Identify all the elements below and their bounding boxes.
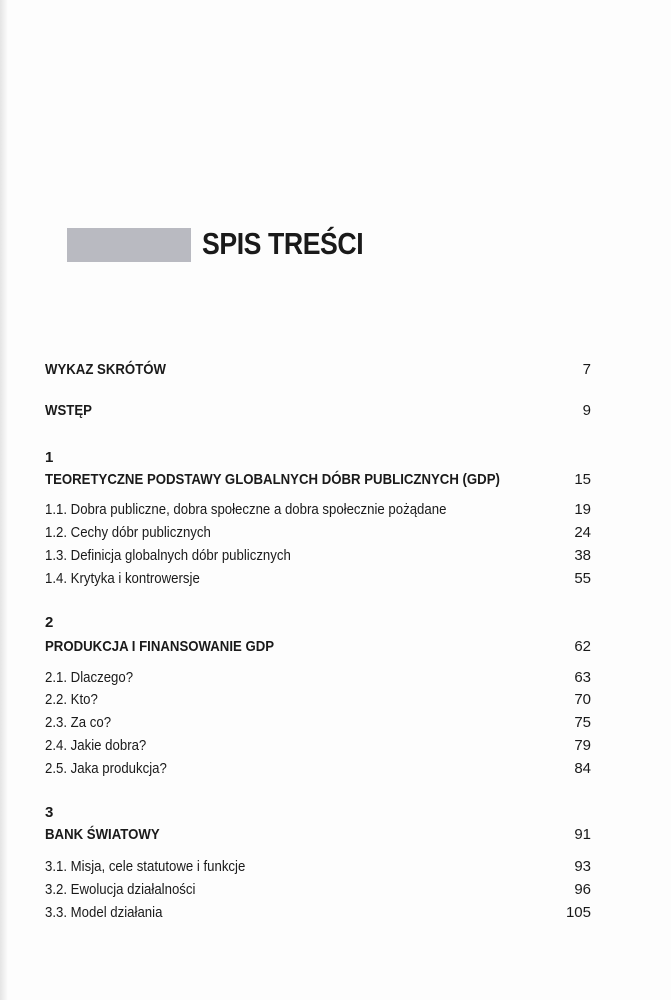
toc-section bbox=[45, 499, 591, 519]
section-page: 38 bbox=[574, 546, 591, 564]
toc-section bbox=[45, 667, 591, 687]
section-page: 79 bbox=[574, 736, 591, 754]
chapter-label: PRODUKCJA I FINANSOWANIE GDP bbox=[45, 637, 275, 655]
chapter-title bbox=[45, 636, 591, 656]
toc-section bbox=[45, 735, 591, 755]
chapter-title bbox=[45, 824, 591, 844]
section-page: 93 bbox=[574, 857, 591, 875]
chapter-title bbox=[45, 469, 591, 489]
section-label: 1.4. Krytyka i kontrowersje bbox=[45, 569, 200, 587]
section-label: 3.3. Model działania bbox=[45, 903, 163, 921]
title-decoration-bar bbox=[67, 228, 191, 262]
section-page: 75 bbox=[574, 713, 591, 731]
toc-section bbox=[45, 568, 591, 588]
chapter-page: 91 bbox=[574, 825, 591, 843]
section-label: 2.2. Kto? bbox=[45, 690, 98, 708]
chapter-number: 2 bbox=[45, 614, 54, 631]
chapter-page: 62 bbox=[574, 637, 591, 655]
page-title: SPIS TREŚCI bbox=[202, 226, 364, 261]
toc-entry bbox=[45, 359, 591, 379]
toc-entry bbox=[45, 400, 591, 420]
chapter-label: TEORETYCZNE PODSTAWY GLOBALNYCH DÓBR PUBLICZNYCH (GDP) bbox=[45, 470, 500, 488]
toc-section bbox=[45, 856, 591, 876]
toc-section bbox=[45, 689, 591, 709]
entry-page: 9 bbox=[582, 401, 591, 419]
section-page: 96 bbox=[574, 880, 591, 898]
page-edge-shadow bbox=[0, 0, 8, 1000]
chapter-page: 15 bbox=[574, 470, 591, 488]
section-page: 84 bbox=[574, 759, 591, 777]
toc-section bbox=[45, 712, 591, 732]
section-page: 55 bbox=[574, 569, 591, 587]
chapter-number: 1 bbox=[45, 449, 54, 466]
section-page: 70 bbox=[574, 690, 591, 708]
section-label: 1.3. Definicja globalnych dóbr publicznych bbox=[45, 546, 291, 564]
chapter-label: BANK ŚWIATOWY bbox=[45, 825, 160, 843]
section-label: 2.1. Dlaczego? bbox=[45, 668, 134, 686]
toc-section bbox=[45, 522, 591, 542]
section-label: 2.5. Jaka produkcja? bbox=[45, 759, 167, 777]
section-label: 3.1. Misja, cele statutowe i funkcje bbox=[45, 857, 246, 875]
entry-page: 7 bbox=[582, 360, 591, 378]
toc-section bbox=[45, 879, 591, 899]
toc-section bbox=[45, 545, 591, 565]
toc-section bbox=[45, 758, 591, 778]
toc-section bbox=[45, 902, 591, 922]
section-label: 2.3. Za co? bbox=[45, 713, 112, 731]
section-page: 63 bbox=[574, 668, 591, 686]
section-label: 2.4. Jakie dobra? bbox=[45, 736, 147, 754]
entry-label: WYKAZ SKRÓTÓW bbox=[45, 360, 166, 378]
entry-label: WSTĘP bbox=[45, 401, 92, 419]
section-label: 1.2. Cechy dóbr publicznych bbox=[45, 523, 211, 541]
section-page: 24 bbox=[574, 523, 591, 541]
section-label: 3.2. Ewolucja działalności bbox=[45, 880, 196, 898]
section-label: 1.1. Dobra publiczne, dobra społeczne a dobra społecznie pożądane bbox=[45, 500, 447, 518]
section-page: 105 bbox=[565, 903, 591, 921]
chapter-number: 3 bbox=[45, 804, 54, 821]
section-page: 19 bbox=[574, 500, 591, 518]
